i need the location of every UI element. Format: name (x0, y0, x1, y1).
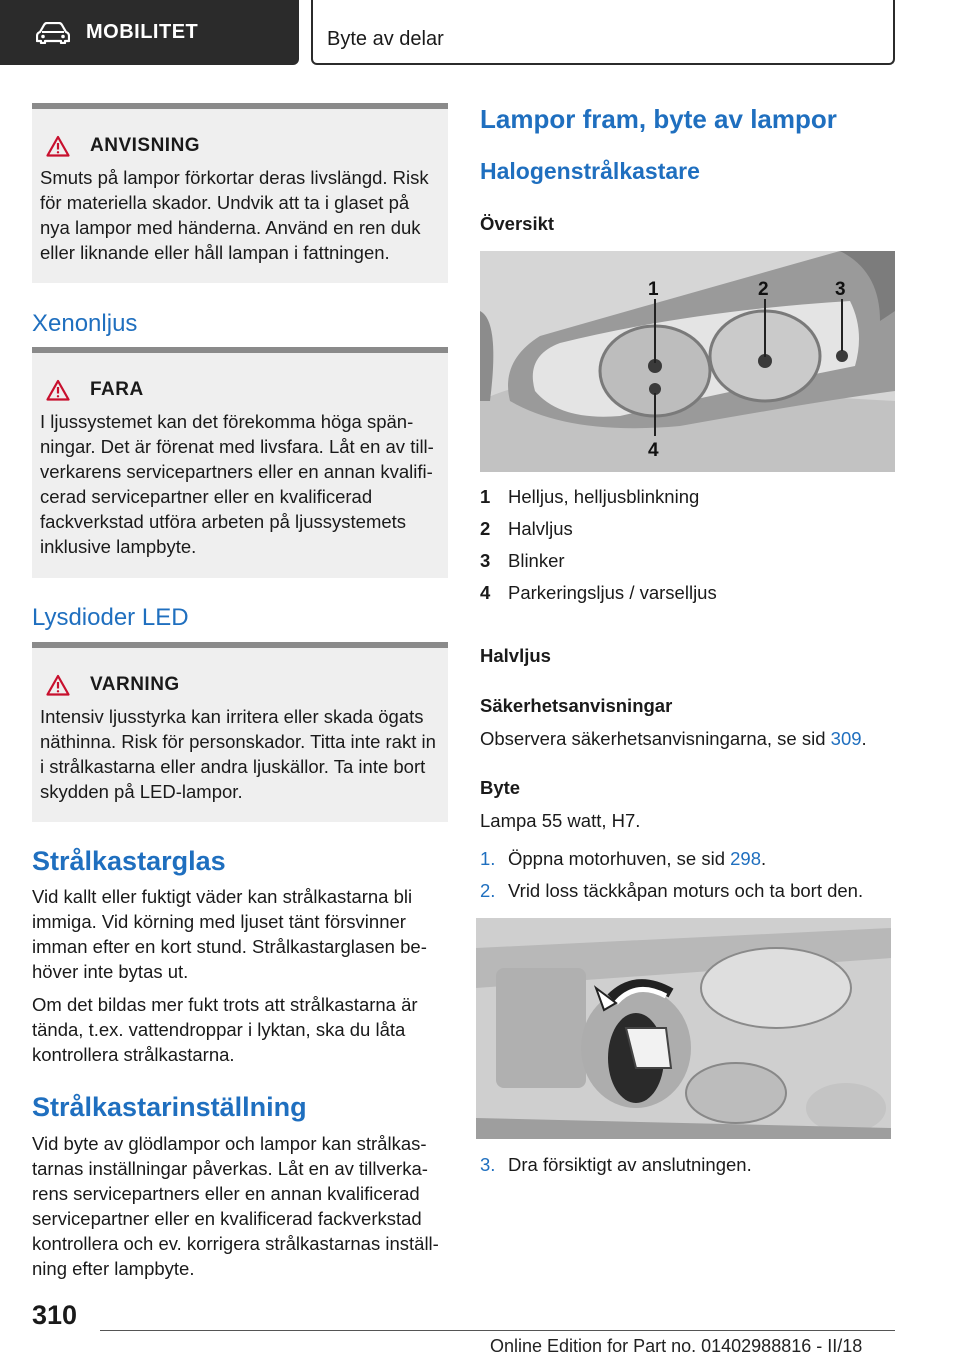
notice-text: I ljussystemet kan det förekomma höga spänningar. Det är förenat med livsfara. Låt en av tillverkarens servicepartners eller en annan kvalificerad servicepartner eller en kvalificerad fackverkstad utföra arbeten på ljussystemets inklusive lampbyte. (40, 411, 434, 557)
chapter-label: MOBILITET (86, 21, 199, 43)
step-item: 1. Öppna motorhuven, se sid 298. (480, 848, 767, 869)
page-number: 310 (32, 1300, 78, 1330)
notice-label: FARA (90, 379, 144, 400)
notice-text: Smuts på lampor förkortar deras livslängd. Risk för materiella skador. Undvik att ta i glaset på nya lampor med händerna. Använd en ren duk eller liknande eller håll lampan i fattningen. (40, 167, 429, 263)
callout-3: 3 (835, 279, 846, 300)
heading-stralkastarglas: Strålkastarglas (32, 846, 226, 876)
legend-item: 3 Blinker (480, 550, 565, 571)
warning-triangle-icon (46, 135, 70, 157)
paragraph: Vid byte av glödlampor och lampor kan strålkastarnas inställningar påverkas. Låt en av tillverkarens servicepartners eller en annan kvalificerad servicepartner eller en kvalificerad fackverkstad kontrollera och ev. korrigera strålkastarnas inställning efter lampbyte. (32, 1133, 439, 1279)
headlight-overview-image (480, 251, 895, 472)
page-link-309[interactable]: 309 (830, 728, 862, 749)
heading-xenonljus: Xenonljus (32, 310, 138, 337)
legend-item: 2 Halvljus (480, 518, 573, 539)
notice-label: ANVISNING (90, 135, 201, 156)
footer-divider (100, 1330, 895, 1331)
paragraph: Vid kallt eller fuktigt väder kan strålkastarna bli immiga. Vid körning med ljuset tänt försvinner imman efter en kort stund. Strålkastarglasen behöver inte bytas ut. (32, 886, 427, 982)
legend-item: 4 Parkeringsljus / varselljus (480, 582, 717, 603)
notice-label: VARNING (90, 674, 180, 695)
heading-halvljus: Halvljus (480, 645, 551, 666)
heading-oversikt: Översikt (480, 213, 555, 234)
engine-bay-image (476, 918, 891, 1139)
legend-item: 1 Helljus, helljusblinkning (480, 486, 700, 507)
paragraph: Lampa 55 watt, H7. (480, 810, 641, 831)
step-item: 2. Vrid loss täckkåpan moturs och ta bort den. (480, 880, 864, 901)
callout-1: 1 (648, 279, 659, 300)
warning-triangle-icon (46, 674, 70, 696)
callout-2: 2 (758, 279, 769, 300)
notice-text: Intensiv ljusstyrka kan irritera eller skada ögats näthinna. Risk för personskador. Titta inte rakt in i strålkastarna eller andra ljuskällor. Ta inte bort skydden på LED-lampor. (40, 706, 436, 802)
heading-lysdioder-led: Lysdioder LED (32, 604, 189, 631)
section-title: Byte av delar (311, 0, 895, 65)
callout-4: 4 (648, 440, 659, 461)
heading-lampor-fram: Lampor fram, byte av lampor (480, 104, 837, 134)
page-link-298[interactable]: 298 (730, 848, 762, 869)
heading-halogenstralkastare: Halogenstrålkastare (480, 158, 700, 184)
notice-anvisning (32, 103, 448, 283)
chapter-tab[interactable] (0, 0, 299, 65)
paragraph: Om det bildas mer fukt trots att strålkastarna är tända, t.ex. vattendroppar i lyktan, ska du låta kontrollera strålkastarna. (32, 994, 418, 1065)
paragraph: Observera säkerhetsanvisningarna, se sid 309. (480, 728, 867, 749)
heading-byte: Byte (480, 777, 521, 798)
warning-triangle-icon (46, 379, 70, 401)
step-item: 3. Dra försiktigt av anslutningen. (480, 1154, 752, 1175)
notice-fara (32, 347, 448, 578)
car-icon (36, 22, 70, 44)
heading-sakerhetsanvisningar: Säkerhetsanvisningar (480, 695, 673, 716)
notice-varning (32, 642, 448, 822)
edition-info: Online Edition for Part no. 01402988816 - II/18 (490, 1336, 863, 1356)
heading-stralkastarinstallning: Strålkastarinställning (32, 1092, 307, 1122)
